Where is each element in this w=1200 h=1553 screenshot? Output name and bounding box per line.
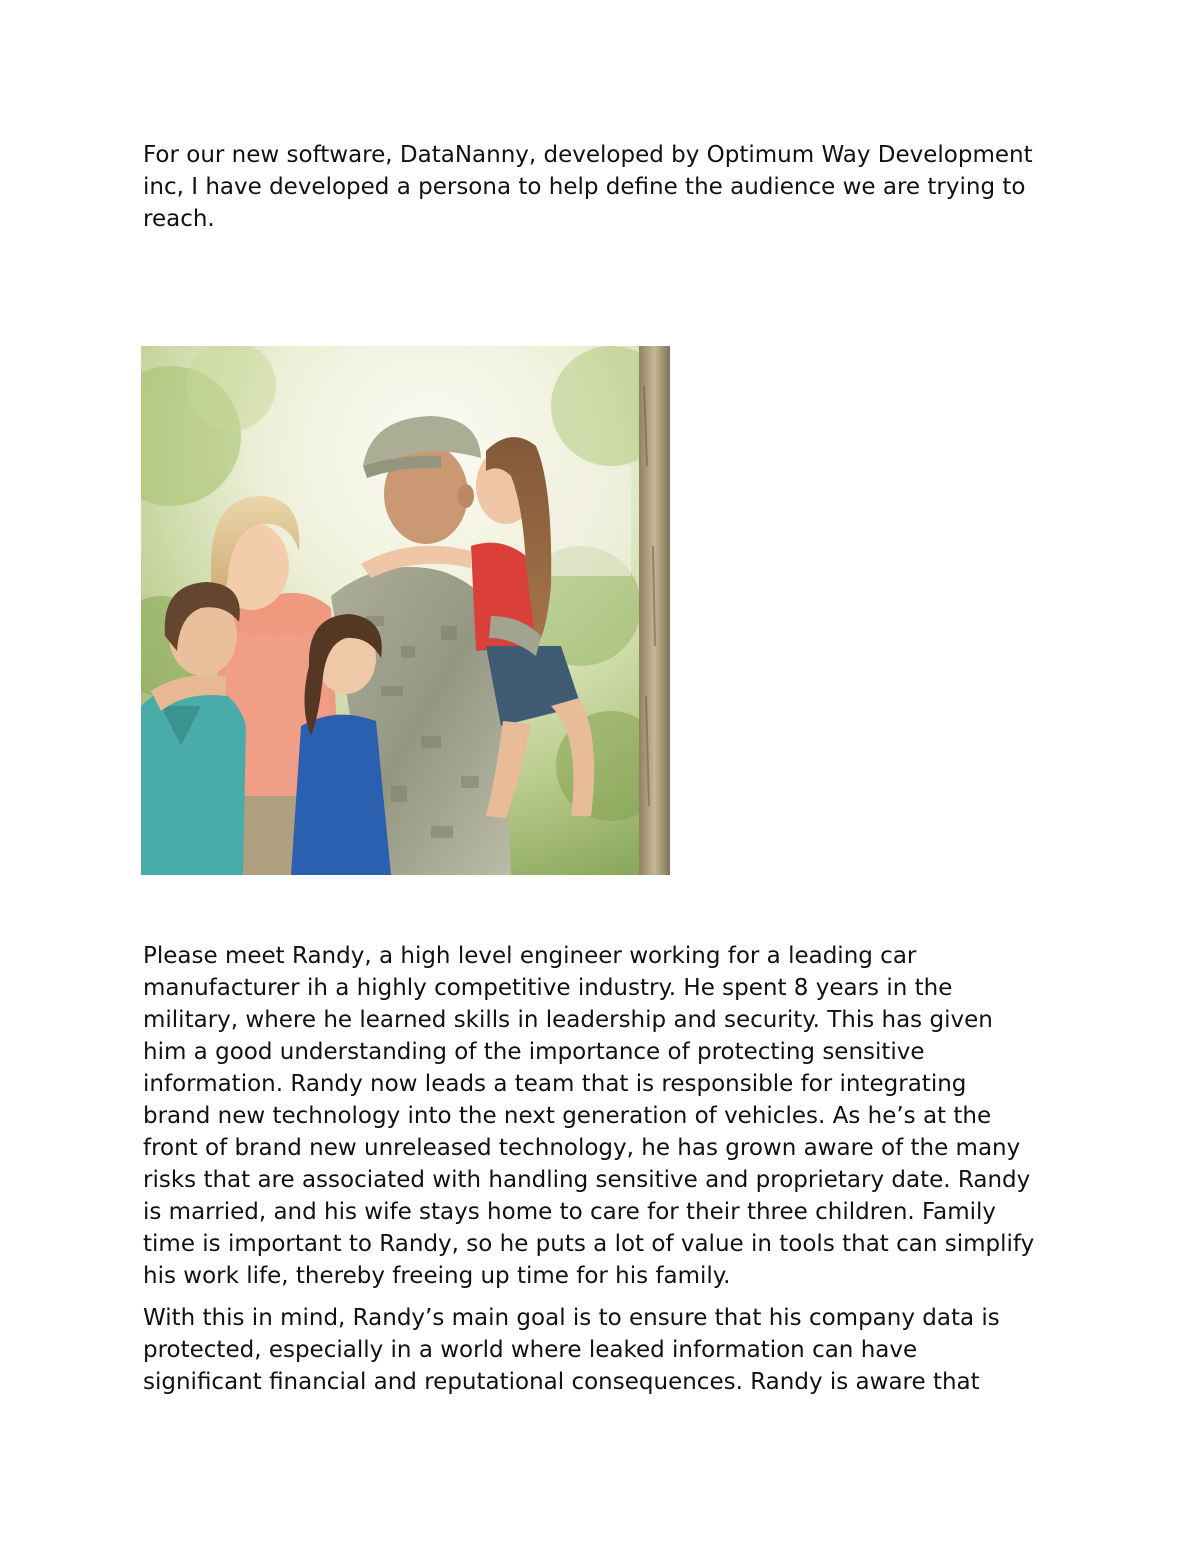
randy-line: is married, and his wife stays home to care for their three children. Family (143, 1199, 997, 1225)
goal-paragraph (143, 1302, 1073, 1398)
intro-paragraph (143, 139, 1073, 235)
intro-line: For our new software, DataNanny, developed by Optimum Way Development (143, 142, 1033, 168)
randy-line: military, where he learned skills in leadership and security. This has given (143, 1007, 993, 1033)
family-photo (141, 346, 670, 875)
randy-line: his work life, thereby freeing up time for his family. (143, 1263, 731, 1289)
goal-line: significant financial and reputational consequences. Randy is aware that (143, 1369, 980, 1395)
randy-paragraph (143, 940, 1073, 1292)
goal-line: protected, especially in a world where leaked information can have (143, 1337, 918, 1363)
randy-line: risks that are associated with handling sensitive and proprietary date. Randy (143, 1167, 1031, 1193)
intro-line: inc, I have developed a persona to help define the audience we are trying to (143, 174, 1026, 200)
randy-line: him a good understanding of the importance of protecting sensitive (143, 1039, 925, 1065)
randy-line: information. Randy now leads a team that is responsible for integrating (143, 1071, 967, 1097)
goal-line: With this in mind, Randy’s main goal is to ensure that his company data is (143, 1305, 1000, 1331)
randy-line: Please meet Randy, a high level engineer working for a leading car (143, 943, 917, 969)
randy-line: brand new technology into the next generation of vehicles. As he’s at the (143, 1103, 992, 1129)
randy-line: time is important to Randy, so he puts a lot of value in tools that can simplify (143, 1231, 1035, 1257)
randy-line: front of brand new unreleased technology, he has grown aware of the many (143, 1135, 1021, 1161)
randy-line: manufacturer ih a highly competitive industry. He spent 8 years in the (143, 975, 953, 1001)
intro-line: reach. (143, 206, 215, 232)
